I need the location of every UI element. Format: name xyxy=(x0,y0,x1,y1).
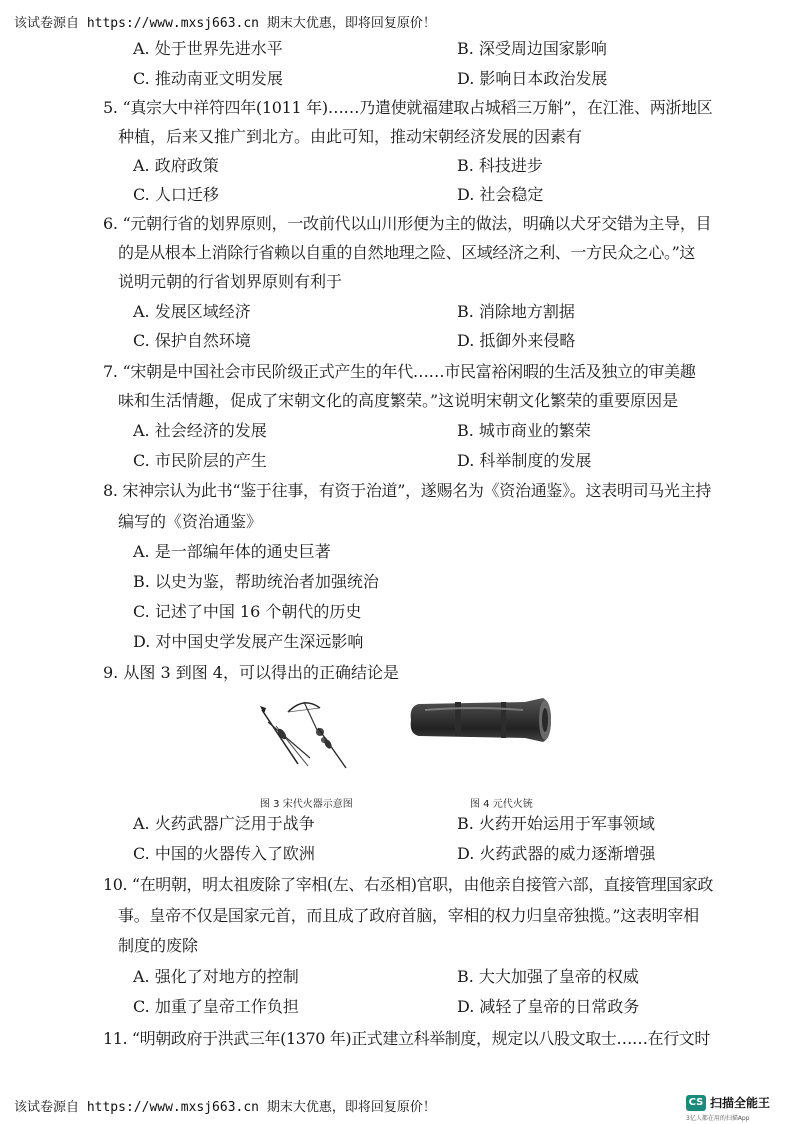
fig3-song-fire-weapons-image xyxy=(258,692,358,770)
q8-option-b: B. 以史为鉴，帮助统治者加强统治 xyxy=(133,572,379,591)
q5-stem-line-1: 5. “真宗大中祥符四年(1011 年)……乃遣使就福建取占城稻三万斛”，在江淮、两浙地区 xyxy=(103,98,713,117)
q10-stem-line-1: 10. “在明朝，明太祖废除了宰相(左、右丞相)官职，由他亲自接管六部，直接管理国家政 xyxy=(103,875,713,894)
q10-stem-line-3: 制度的废除 xyxy=(118,936,199,955)
q8-option-a: A. 是一部编年体的通史巨著 xyxy=(133,542,331,561)
q6-option-c: C. 保护自然环境 xyxy=(133,331,251,350)
q7-stem-line-1: 7. “宋朝是中国社会市民阶级正式产生的年代……市民富裕闲暇的生活及独立的审美趣 xyxy=(103,362,696,381)
q7-option-d: D. 科举制度的发展 xyxy=(457,451,592,470)
q6-stem-line-2: 的是从根本上消除行省赖以自重的自然地理之险、区域经济之利、一方民众之心。”这 xyxy=(118,243,695,262)
q5-option-a: A. 政府政策 xyxy=(133,156,219,175)
q10-option-d: D. 减轻了皇帝的日常政务 xyxy=(457,997,640,1016)
q11-stem-line-1: 11. “明朝政府于洪武三年(1370 年)正式建立科举制度，规定以八股文取士……在行文时 xyxy=(103,1029,711,1048)
camscanner-tagline: 3亿人都在用的扫描App xyxy=(686,1115,750,1122)
fig4-caption: 图 4 元代火铳 xyxy=(470,799,533,810)
q7-option-b: B. 城市商业的繁荣 xyxy=(457,421,591,440)
q6-option-b: B. 消除地方割据 xyxy=(457,302,575,321)
q5-option-c: C. 人口迁移 xyxy=(133,185,219,204)
q8-stem-line-2: 编写的《资治通鉴》 xyxy=(118,512,263,531)
q7-option-c: C. 市民阶层的产生 xyxy=(133,451,267,470)
q8-stem-line-1: 8. 宋神宗认为此书“鉴于往事，有资于治道”，遂赐名为《资治通鉴》。这表明司马光主持 xyxy=(103,481,712,500)
q10-option-c: C. 加重了皇帝工作负担 xyxy=(133,997,299,1016)
camscanner-logo-icon: CS xyxy=(686,1095,706,1111)
q10-option-b: B. 大大加强了皇帝的权威 xyxy=(457,967,639,986)
fig3-caption: 图 3 宋代火器示意图 xyxy=(260,799,353,810)
q7-stem-line-2: 味和生活情趣，促成了宋朝文化的高度繁荣。”这说明宋朝文化繁荣的重要原因是 xyxy=(118,391,679,410)
q5-option-d: D. 社会稳定 xyxy=(457,185,544,204)
camscanner-brand-name: 扫描全能王 xyxy=(710,1096,771,1110)
watermark-header: 该试卷源自 https://www.mxsj663.cn 期末大优惠，即将回复原价！ xyxy=(14,16,436,31)
fig4-yuan-hand-cannon-image xyxy=(405,692,555,752)
q9-option-a: A. 火药武器广泛用于战争 xyxy=(133,814,315,833)
q10-option-a: A. 强化了对地方的控制 xyxy=(133,967,299,986)
q6-stem-line-3: 说明元朝的行省划界原则有利于 xyxy=(118,272,343,291)
q4-option-d: D. 影响日本政治发展 xyxy=(457,69,608,88)
watermark-footer: 该试卷源自 https://www.mxsj663.cn 期末大优惠，即将回复原价！ xyxy=(14,1100,436,1115)
q6-option-d: D. 抵御外来侵略 xyxy=(457,331,576,350)
q4-option-a: A. 处于世界先进水平 xyxy=(133,39,283,58)
q10-stem-line-2: 事。皇帝不仅是国家元首，而且成了政府首脑，宰相的权力归皇帝独揽。”这表明宰相 xyxy=(118,906,699,925)
camscanner-brand xyxy=(686,1094,770,1111)
q8-option-c: C. 记述了中国 16 个朝代的历史 xyxy=(133,602,362,621)
q7-option-a: A. 社会经济的发展 xyxy=(133,421,267,440)
q9-option-b: B. 火药开始运用于军事领域 xyxy=(457,814,655,833)
q4-option-b: B. 深受周边国家影响 xyxy=(457,39,607,58)
q9-stem: 9. 从图 3 到图 4，可以得出的正确结论是 xyxy=(103,663,399,682)
q6-stem-line-1: 6. “元朝行省的划界原则，一改前代以山川形便为主的做法，明确以犬牙交错为主导，目 xyxy=(103,214,712,233)
q6-option-a: A. 发展区域经济 xyxy=(133,302,251,321)
q5-option-b: B. 科技进步 xyxy=(457,156,543,175)
q9-option-c: C. 中国的火器传入了欧洲 xyxy=(133,844,315,863)
q8-option-d: D. 对中国史学发展产生深远影响 xyxy=(133,632,364,651)
q5-stem-line-2: 种植，后来又推广到北方。由此可知，推动宋朝经济发展的因素有 xyxy=(118,127,583,146)
q4-option-c: C. 推动南亚文明发展 xyxy=(133,69,283,88)
q9-option-d: D. 火药武器的威力逐渐增强 xyxy=(457,844,656,863)
